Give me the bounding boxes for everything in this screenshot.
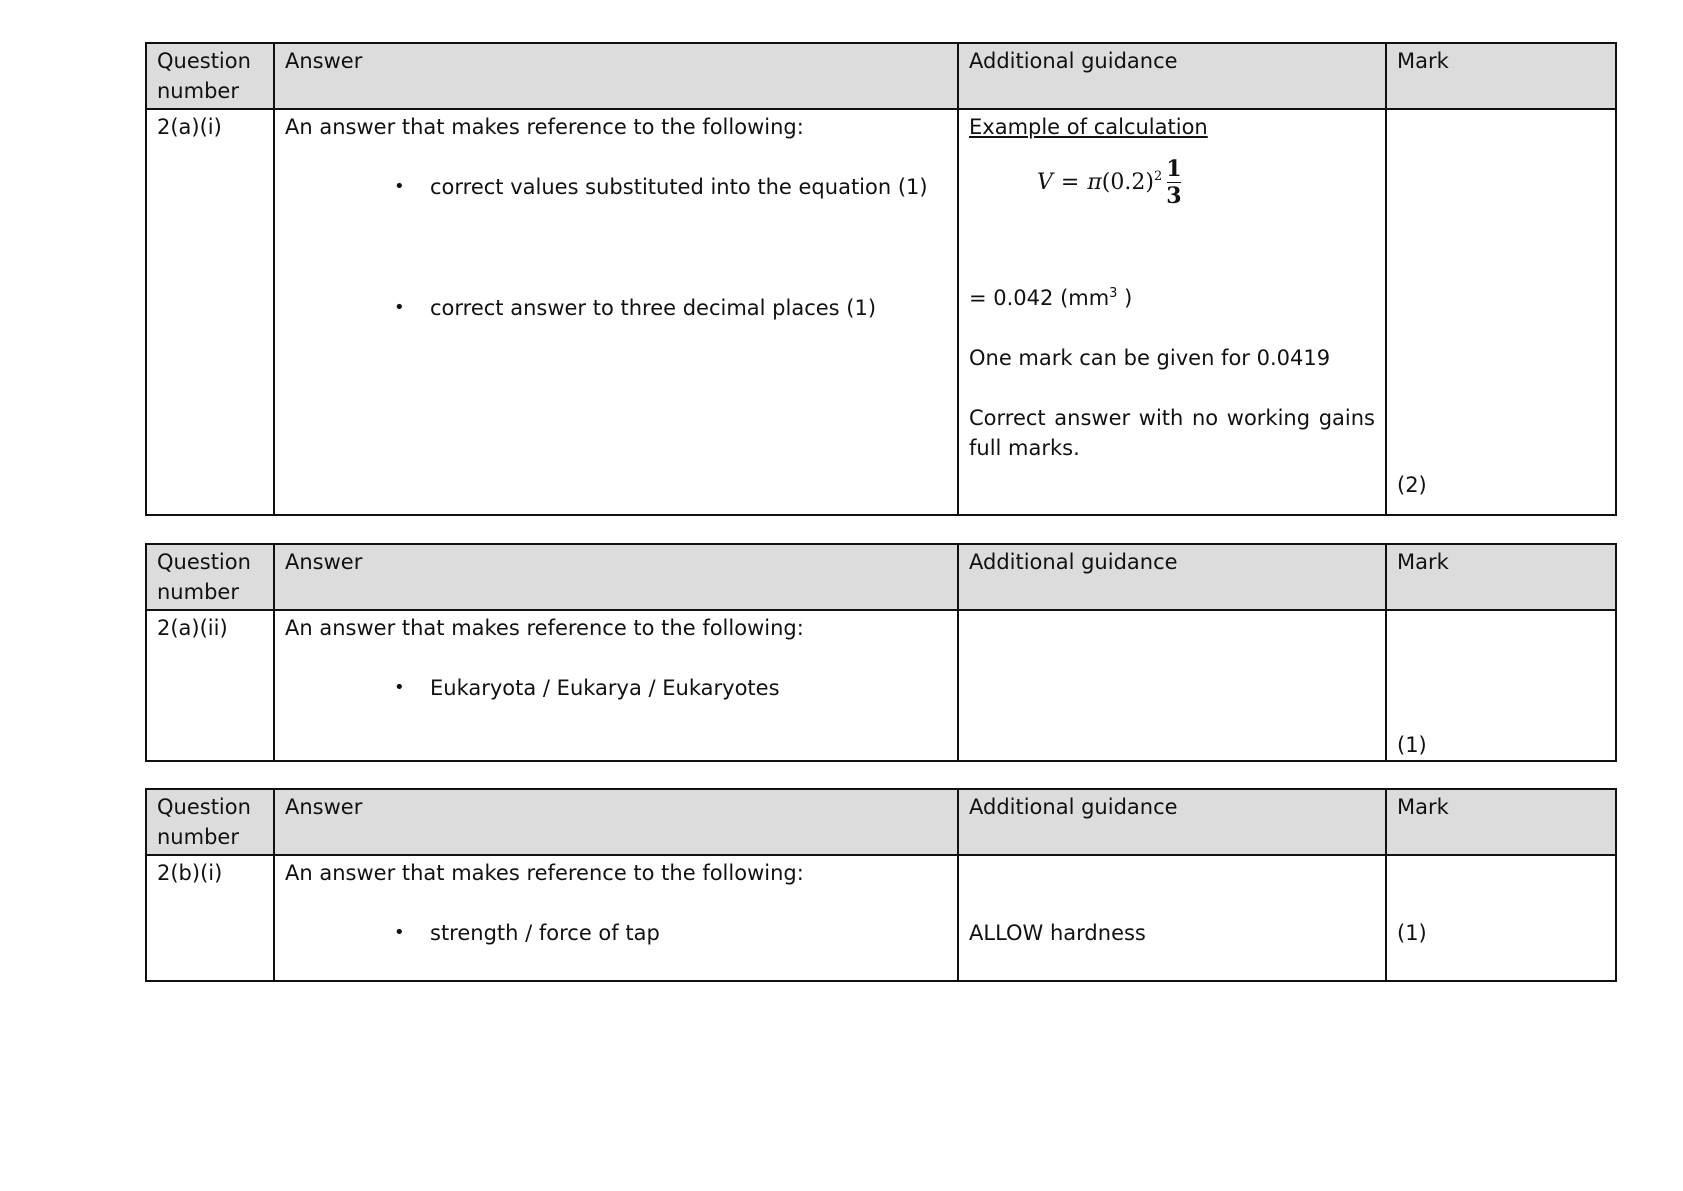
- equation-base: (0.2): [1101, 169, 1154, 195]
- result-text: = 0.042 (mm: [969, 286, 1110, 310]
- header-question-number: Question number: [146, 789, 274, 855]
- header-additional-guidance: Additional guidance: [958, 43, 1386, 109]
- mark-value: (2): [1397, 473, 1427, 497]
- result-exponent: 3: [1109, 286, 1118, 301]
- table-row: [146, 610, 1616, 761]
- equation-equals: =: [1060, 169, 1080, 195]
- equation-exponent: 2: [1153, 169, 1163, 184]
- mark-scheme-table-2bi: [145, 788, 1617, 982]
- guidance-text: ALLOW hardness: [969, 921, 1146, 945]
- table-header-row: [146, 789, 1616, 855]
- guidance-cell: [958, 610, 1386, 761]
- bullet-text: correct answer to three decimal places (1): [430, 296, 877, 320]
- header-mark: Mark: [1386, 789, 1616, 855]
- bullet-text: correct values substituted into the equation (1): [430, 175, 928, 199]
- mark-scheme-table-2ai: [145, 42, 1617, 516]
- guidance-cell: [958, 855, 1386, 981]
- table-header-row: [146, 544, 1616, 610]
- calculation-result: [969, 279, 1375, 313]
- answer-bullet: [285, 293, 947, 323]
- question-number-cell: 2(a)(ii): [146, 610, 274, 761]
- answer-intro: An answer that makes reference to the following:: [285, 861, 804, 885]
- equation-pi: π: [1087, 169, 1102, 195]
- guidance-note: Correct answer with no working gains full marks.: [969, 406, 1375, 460]
- mark-scheme-table-2aii: [145, 543, 1617, 762]
- equation-lhs: V: [1037, 169, 1053, 195]
- fraction-denominator: 3: [1166, 183, 1182, 209]
- table-row: [146, 855, 1616, 981]
- bullet-icon: •: [394, 176, 405, 197]
- equation-fraction: [1166, 156, 1181, 209]
- question-number-cell: 2(a)(i): [146, 109, 274, 515]
- bullet-text: Eukaryota / Eukarya / Eukaryotes: [430, 676, 780, 700]
- bullet-icon: •: [394, 297, 405, 318]
- answer-cell: [274, 109, 958, 515]
- guidance-cell: [958, 109, 1386, 515]
- guidance-note: One mark can be given for 0.0419: [969, 346, 1331, 370]
- header-answer: Answer: [274, 544, 958, 610]
- header-mark: Mark: [1386, 544, 1616, 610]
- bullet-text: strength / force of tap: [430, 921, 660, 945]
- mark-value: (1): [1397, 921, 1427, 945]
- result-close: ): [1117, 286, 1133, 310]
- answer-cell: [274, 855, 958, 981]
- answer-intro: An answer that makes reference to the following:: [285, 616, 804, 640]
- mark-cell: [1386, 109, 1616, 515]
- fraction-numerator: 1: [1166, 156, 1182, 182]
- table-header-row: [146, 43, 1616, 109]
- answer-cell: [274, 610, 958, 761]
- bullet-icon: •: [394, 677, 405, 698]
- header-answer: Answer: [274, 789, 958, 855]
- header-question-number: Question number: [146, 43, 274, 109]
- header-question-number: Question number: [146, 544, 274, 610]
- answer-bullet: [285, 918, 947, 948]
- header-answer: Answer: [274, 43, 958, 109]
- header-additional-guidance: Additional guidance: [958, 544, 1386, 610]
- mark-cell: [1386, 855, 1616, 981]
- answer-intro: An answer that makes reference to the following:: [285, 115, 804, 139]
- table-row: [146, 109, 1616, 515]
- question-number-cell: 2(b)(i): [146, 855, 274, 981]
- header-additional-guidance: Additional guidance: [958, 789, 1386, 855]
- answer-bullet: [285, 673, 947, 703]
- answer-bullet: [285, 172, 947, 202]
- header-mark: Mark: [1386, 43, 1616, 109]
- bullet-icon: •: [394, 922, 405, 943]
- example-title: Example of calculation: [969, 115, 1208, 139]
- volume-equation: [1037, 156, 1375, 209]
- mark-cell: [1386, 610, 1616, 761]
- mark-value: (1): [1397, 733, 1427, 757]
